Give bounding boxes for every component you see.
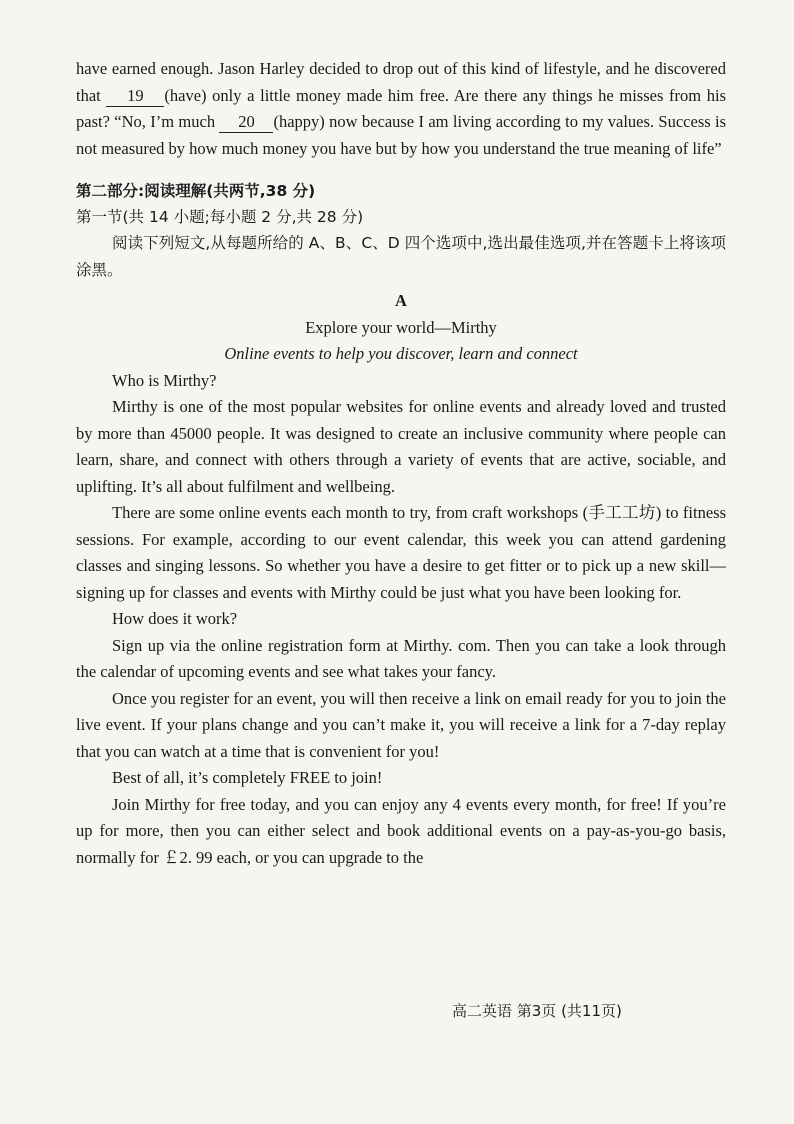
passage-paragraph-4: Once you register for an event, you will then receive a link on email ready for you to join the live event. If your plans change and you can’t make it, you will receive a link for a 7-day replay that you can watch at a time that is convenient for you! — [76, 688, 726, 761]
cloze-text-part-3: (happy) now because I am living according to my values. Success is not measured by how much money you have but by how you understand the true meaning of life” — [76, 112, 727, 158]
blank-19: 19 — [106, 86, 164, 107]
cloze-text-part-2: (have) only a little money made him free. Are there any things he misses from his past? “No, I’m much — [76, 85, 727, 131]
blank-20: 20 — [219, 112, 273, 133]
passage-title: Explore your world—Mirthy — [305, 317, 497, 337]
page-footer: 高二英语 第3页 (共11页) — [452, 1002, 622, 1020]
passage-paragraph-2: There are some online events each month to try, from craft workshops (手工工坊) to fitness sessions. For example, according to our event calendar, this week you can attend gardening classes and singing lessons. So whether you have a desire to get fitter or to pick up a new skill—signing up for classes and events with Mirthy could be just what you have been looking for. — [76, 503, 726, 602]
section-instructions: 阅读下列短文,从每题所给的 A、B、C、D 四个选项中,选出最佳选项,并在答题卡上将该项涂黑。 — [76, 234, 726, 279]
page-content — [76, 56, 726, 871]
passage-paragraph-5: Best of all, it’s completely FREE to join! — [112, 768, 383, 787]
passage-paragraph-1: Mirthy is one of the most popular websites for online events and already loved and trusted by more than 45000 people. It was designed to create an inclusive community where people can learn, share, and connect with others through a variety of events that are active, sociable, and uplifting. It’s all about fulfilment and wellbeing. — [76, 397, 726, 496]
cloze-paragraph — [76, 56, 726, 162]
cloze-text-part-1: have earned enough. Jason Harley decided to drop out of this kind of lifestyle, and he discovered that — [76, 59, 726, 105]
section-title: 第二部分:阅读理解(共两节,38 分) — [76, 182, 316, 200]
passage-heading-who: Who is Mirthy? — [112, 370, 217, 390]
section-subtitle: 第一节(共 14 小题;每小题 2 分,共 28 分) — [76, 208, 364, 226]
passage-heading-how: How does it work? — [112, 609, 238, 628]
passage-paragraph-3: Sign up via the online registration form at Mirthy. com. Then you can take a look through the calendar of upcoming events and see what takes your fancy. — [76, 635, 726, 681]
passage-letter: A — [395, 291, 407, 310]
passage-subtitle: Online events to help you discover, learn and connect — [224, 344, 578, 363]
passage-paragraph-6: Join Mirthy for free today, and you can enjoy any 4 events every month, for free! If you’re up for more, then you can either select and book additional events on a pay-as-you-go basis, normally for ￡2. 99 each, or you can upgrade to the — [76, 794, 726, 867]
